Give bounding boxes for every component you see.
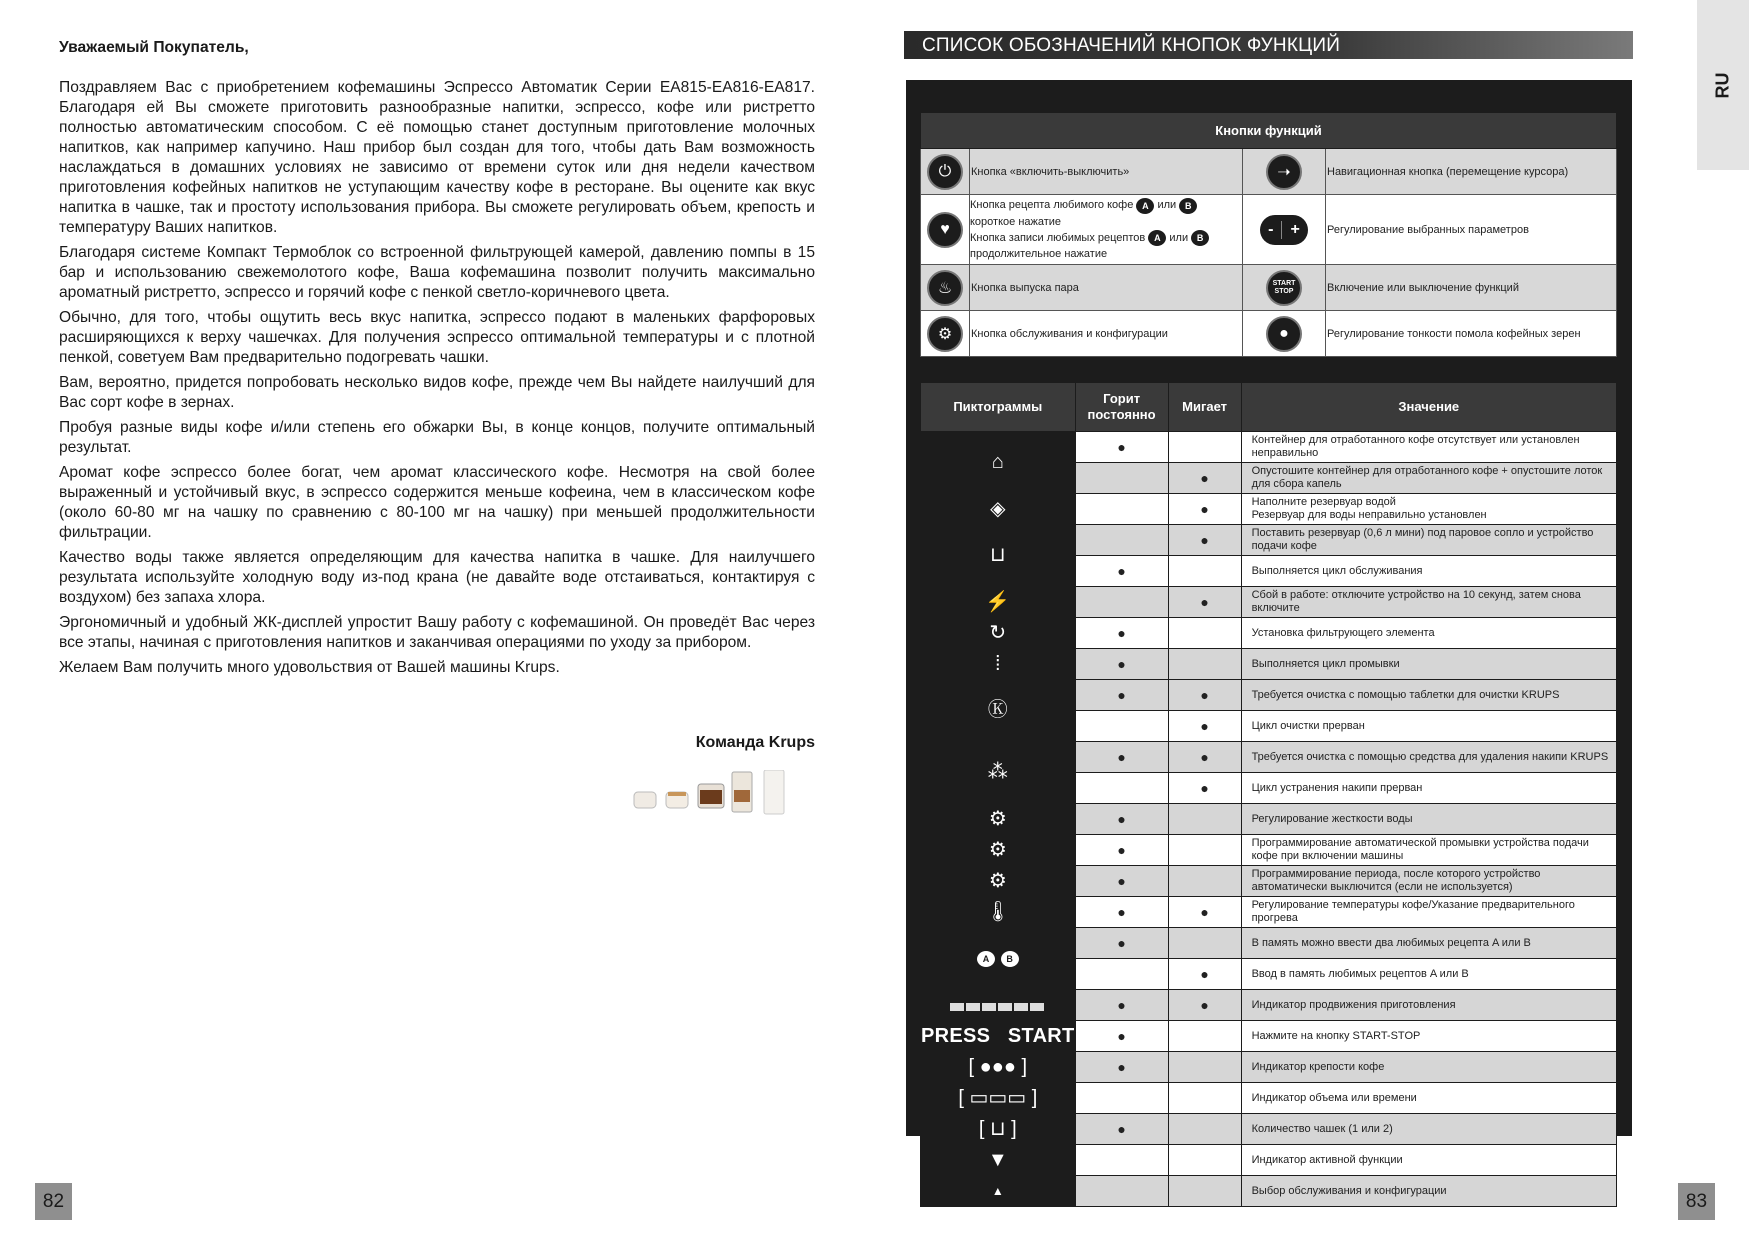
up-triangle-icon: ▲ bbox=[921, 1176, 1076, 1207]
meaning-text: Индикатор объема или времени bbox=[1241, 1083, 1616, 1114]
paragraph: Благодаря системе Компакт Термоблок со встроенной фильтрующей камерой, давлению помпы в 15 бар и использованию свежемолотого кофе, Ваша кофемашина позволит получить максимально ароматный ристретто, эспрессо и горячий кофе с пенкой светло-коричневого цвета. bbox=[59, 244, 815, 301]
paragraph: Желаем Вам получить много удовольствия от Вашей машины Krups. bbox=[59, 659, 560, 676]
paragraph: Пробуя разные виды кофе и/или степень его обжарки Вы, в конце концов, получите оптимальный результат. bbox=[59, 419, 815, 456]
steady-dot: ● bbox=[1075, 742, 1168, 773]
steady-dot: ● bbox=[1075, 897, 1168, 928]
function-label: Регулирование тонкости помола кофейных зерен bbox=[1326, 311, 1617, 357]
meaning-text: Наполните резервуар водой Резервуар для воды неправильно установлен bbox=[1241, 494, 1616, 525]
meaning-text: Ввод в память любимых рецептов A или B bbox=[1241, 959, 1616, 990]
meaning-text: Выполняется цикл промывки bbox=[1241, 649, 1616, 680]
steady-dot: ● bbox=[1075, 680, 1168, 711]
paragraph: Поздравляем Вас с приобретением кофемашины Эспрессо Автоматик Серии EA815-EA816-EA817. Благодаря ей Вы сможете приготовить разнообразные напитки, эспрессо, кофе или ристретто полностью автоматическим способом. С её помощью станет доступным приготовление молочных напитков, как например капучино. Наш прибор был создан для того, чтобы дать Вам возможность наслаждаться в домашних условиях не зависимо от времени суток или дня недели качеством приготовления кофейных напитков не уступающим качеству кофе в ресторане. Вы оцените как вкус напитка в чашке, так и простоту использования прибора. Вы сможете регулировать объем, крепость и температуру Ваших напитков. bbox=[59, 79, 815, 236]
meaning-text: Требуется очистка с помощью средства для удаления накипи KRUPS bbox=[1241, 742, 1616, 773]
meaning-text: Установка фильтрующего элемента bbox=[1241, 618, 1616, 649]
water-hardness-gear-icon: ⚙ bbox=[921, 804, 1076, 835]
press-start-icon: PRESS START bbox=[921, 1021, 1076, 1052]
function-label: Регулирование выбранных параметров bbox=[1326, 195, 1617, 265]
steady-dot: ● bbox=[1075, 432, 1168, 463]
steady-dot: ● bbox=[1075, 866, 1168, 897]
steam-icon: ♨ bbox=[927, 270, 963, 306]
coffee-cups-illustration bbox=[628, 770, 818, 822]
paragraph: Аромат кофе эспрессо более богат, чем аромат классического кофе. Несмотря на свой более выраженный и устойчивый вкус, в эспрессо содержится меньше кофеина, чем в классическом кофе (около 60-80 мг на чашку по сравнению с 80-100 мг на чашку) при меньшей продолжительности фильтрации. bbox=[59, 464, 815, 541]
steady-dot: ● bbox=[1075, 928, 1168, 959]
cup-count-icon: [ ⊔ ] bbox=[921, 1114, 1076, 1145]
blink-dot: ● bbox=[1168, 525, 1241, 556]
plug-error-icon: ⚡ bbox=[921, 587, 1076, 618]
meaning-text: Цикл устранения накипи прерван bbox=[1241, 773, 1616, 804]
rinse-icon: ⁞ bbox=[921, 649, 1076, 680]
paragraph: Качество воды также является определяющим для качества напитка в чашке. Для наилучшего результата используйте холодную воду из-под крана (не давайте воде отстаиваться, контактируя с воздухом) без запаха хлора. bbox=[59, 549, 815, 606]
favorite-recipe-label: Кнопка рецепта любимого кофе bbox=[970, 199, 1134, 212]
auto-rinse-gear-icon: ⚙ bbox=[921, 835, 1076, 866]
auto-off-gear-icon: ⚙ bbox=[921, 866, 1076, 897]
steady-dot: ● bbox=[1075, 990, 1168, 1021]
power-icon: ⏻ bbox=[927, 154, 963, 190]
blink-dot: ● bbox=[1168, 990, 1241, 1021]
meaning-text: Программирование периода, после которого устройство автоматически выключится (если не используется) bbox=[1241, 866, 1616, 897]
favorite-recipe-icon: ♥ bbox=[927, 212, 963, 248]
volume-time-icon: [ ▭▭▭ ] bbox=[921, 1083, 1076, 1114]
function-label: Кнопка выпуска пара bbox=[970, 265, 1243, 311]
steady-dot: ● bbox=[1075, 1052, 1168, 1083]
meaning-text: Индикатор крепости кофе bbox=[1241, 1052, 1616, 1083]
water-tank-icon: ◈ bbox=[921, 494, 1076, 525]
meaning-text: Количество чашек (1 или 2) bbox=[1241, 1114, 1616, 1145]
blink-dot: ● bbox=[1168, 897, 1241, 928]
meaning-text: Индикатор активной функции bbox=[1241, 1145, 1616, 1176]
header-meaning: Значение bbox=[1241, 383, 1616, 432]
meaning-text: Цикл очистки прерван bbox=[1241, 711, 1616, 742]
favorite-ab-icon: A B bbox=[921, 928, 1076, 990]
meaning-text: Выбор обслуживания и конфигурации bbox=[1241, 1176, 1616, 1207]
meaning-text: Контейнер для отработанного кофе отсутствует или установлен неправильно bbox=[1241, 432, 1616, 463]
blink-dot: ● bbox=[1168, 742, 1241, 773]
meaning-text: Индикатор продвижения приготовления bbox=[1241, 990, 1616, 1021]
steady-dot: ● bbox=[1075, 1021, 1168, 1052]
descaling-icon: ⁂ bbox=[921, 742, 1076, 804]
steady-dot: ● bbox=[1075, 804, 1168, 835]
start-stop-icon: START STOP bbox=[1266, 270, 1302, 306]
blink-dot: ● bbox=[1168, 463, 1241, 494]
functions-table-header: Кнопки функций bbox=[921, 113, 1617, 149]
header-pictograms: Пиктограммы bbox=[921, 383, 1076, 432]
function-label: Кнопка обслуживания и конфигурации bbox=[970, 311, 1243, 357]
meaning-text: Нажмите на кнопку START-STOP bbox=[1241, 1021, 1616, 1052]
function-label: Навигационная кнопка (перемещение курсора) bbox=[1326, 149, 1617, 195]
meaning-text: Выполняется цикл обслуживания bbox=[1241, 556, 1616, 587]
function-label: Включение или выключение функций bbox=[1326, 265, 1617, 311]
blink-dot: ● bbox=[1168, 773, 1241, 804]
heart-b-icon: B bbox=[1191, 230, 1209, 246]
function-label: Кнопка «включить-выключить» bbox=[970, 149, 1243, 195]
blink-dot: ● bbox=[1168, 959, 1241, 990]
minus-plus-icon: - + bbox=[1260, 215, 1308, 245]
meaning-text: Программирование автоматической промывки устройства подачи кофе при включении машины bbox=[1241, 835, 1616, 866]
meaning-text: В память можно ввести два любимых рецепта A или B bbox=[1241, 928, 1616, 959]
progress-bar-icon bbox=[921, 990, 1076, 1021]
heart-a-icon: A bbox=[1148, 230, 1166, 246]
coffee-bean-icon: ● bbox=[1266, 316, 1302, 352]
steady-dot: ● bbox=[1075, 835, 1168, 866]
paragraph: Эргономичный и удобный ЖК-дисплей упростит Вашу работу с кофемашиной. Он проведёт Вас через все этапы, начиная с приготовления напитков и заканчивая операциями по уходу за прибором. bbox=[59, 614, 815, 651]
meaning-text: Регулирование температуры кофе/Указание предварительного прогрева bbox=[1241, 897, 1616, 928]
steady-dot: ● bbox=[1075, 618, 1168, 649]
paragraph: Вам, вероятно, придется попробовать несколько видов кофе, прежде чем Вы найдете наилучший для Вас сорт кофе в зернах. bbox=[59, 374, 815, 411]
grounds-container-icon: ⌂ bbox=[921, 432, 1076, 494]
header-blink: Мигает bbox=[1168, 383, 1241, 432]
page-number-right: 83 bbox=[1678, 1183, 1715, 1220]
page-number-left: 82 bbox=[35, 1183, 72, 1220]
heart-b-icon: B bbox=[1179, 198, 1197, 214]
gear-icon: ⚙ bbox=[927, 316, 963, 352]
save-recipe-label: Кнопка записи любимых рецептов bbox=[970, 231, 1146, 244]
blink-dot: ● bbox=[1168, 711, 1241, 742]
heart-a-icon: A bbox=[1136, 198, 1154, 214]
blink-dot: ● bbox=[1168, 680, 1241, 711]
signature: Команда Krups bbox=[695, 734, 815, 751]
meaning-text: Опустошите контейнер для отработанного кофе + опустошите лоток для сбора капель bbox=[1241, 463, 1616, 494]
steady-dot: ● bbox=[1075, 556, 1168, 587]
greeting: Уважаемый Покупатель, bbox=[59, 39, 249, 56]
paragraph: Обычно, для того, чтобы ощутить весь вкус напитка, эспрессо подают в маленьких фарфоровых расширяющихся к верху чашечках. Для получения эспрессо оптимальной температуры и с плотной пенкой, советуем Вам предварительно подогревать чашки. bbox=[59, 309, 815, 366]
meaning-text: Поставить резервуар (0,6 л мини) под паровое сопло и устройство подачи кофе bbox=[1241, 525, 1616, 556]
filter-rotate-icon: ↻ bbox=[921, 618, 1076, 649]
blink-dot: ● bbox=[1168, 494, 1241, 525]
down-triangle-icon: ▼ bbox=[921, 1145, 1076, 1176]
thermometer-icon: 🌡 bbox=[921, 897, 1076, 928]
container-under-nozzle-icon: ⊔ bbox=[921, 525, 1076, 587]
blink-dot: ● bbox=[1168, 587, 1241, 618]
meaning-text: Сбой в работе: отключите устройство на 10 секунд, затем снова включите bbox=[1241, 587, 1616, 618]
meaning-text: Требуется очистка с помощью таблетки для очистки KRUPS bbox=[1241, 680, 1616, 711]
function-buttons-table: Кнопки функций ⏻ Кнопка «включить-выключить» ➝ Навигационная кнопка (перемещение курсора) ♥ Кнопка рецепта любимого кофе A или B короткое нажатие Кнопка записи любимых рецептов A или B продолжительное нажатие - + Регулирование выбранных параметров ♨ Кнопка выпуска пара START STOP Включение или выключение функций ⚙ Кнопка обслуживания и конфигурации ● Регулирование тонкости помола кофейных зерен bbox=[920, 112, 1617, 357]
language-tab: RU bbox=[1697, 0, 1749, 170]
steady-dot: ● bbox=[1075, 649, 1168, 680]
cleaning-tablet-icon: Ⓚ bbox=[921, 680, 1076, 742]
left-page-text bbox=[59, 38, 815, 683]
steady-dot: ● bbox=[1075, 1114, 1168, 1145]
header-steady: Горит постоянно bbox=[1075, 383, 1168, 432]
pictograms-table bbox=[920, 382, 1617, 1207]
navigation-arrow-icon: ➝ bbox=[1266, 154, 1302, 190]
section-title: СПИСОК ОБОЗНАЧЕНИЙ КНОПОК ФУНКЦИЙ bbox=[904, 31, 1633, 59]
coffee-strength-icon: [ ●●● ] bbox=[921, 1052, 1076, 1083]
meaning-text: Регулирование жесткости воды bbox=[1241, 804, 1616, 835]
